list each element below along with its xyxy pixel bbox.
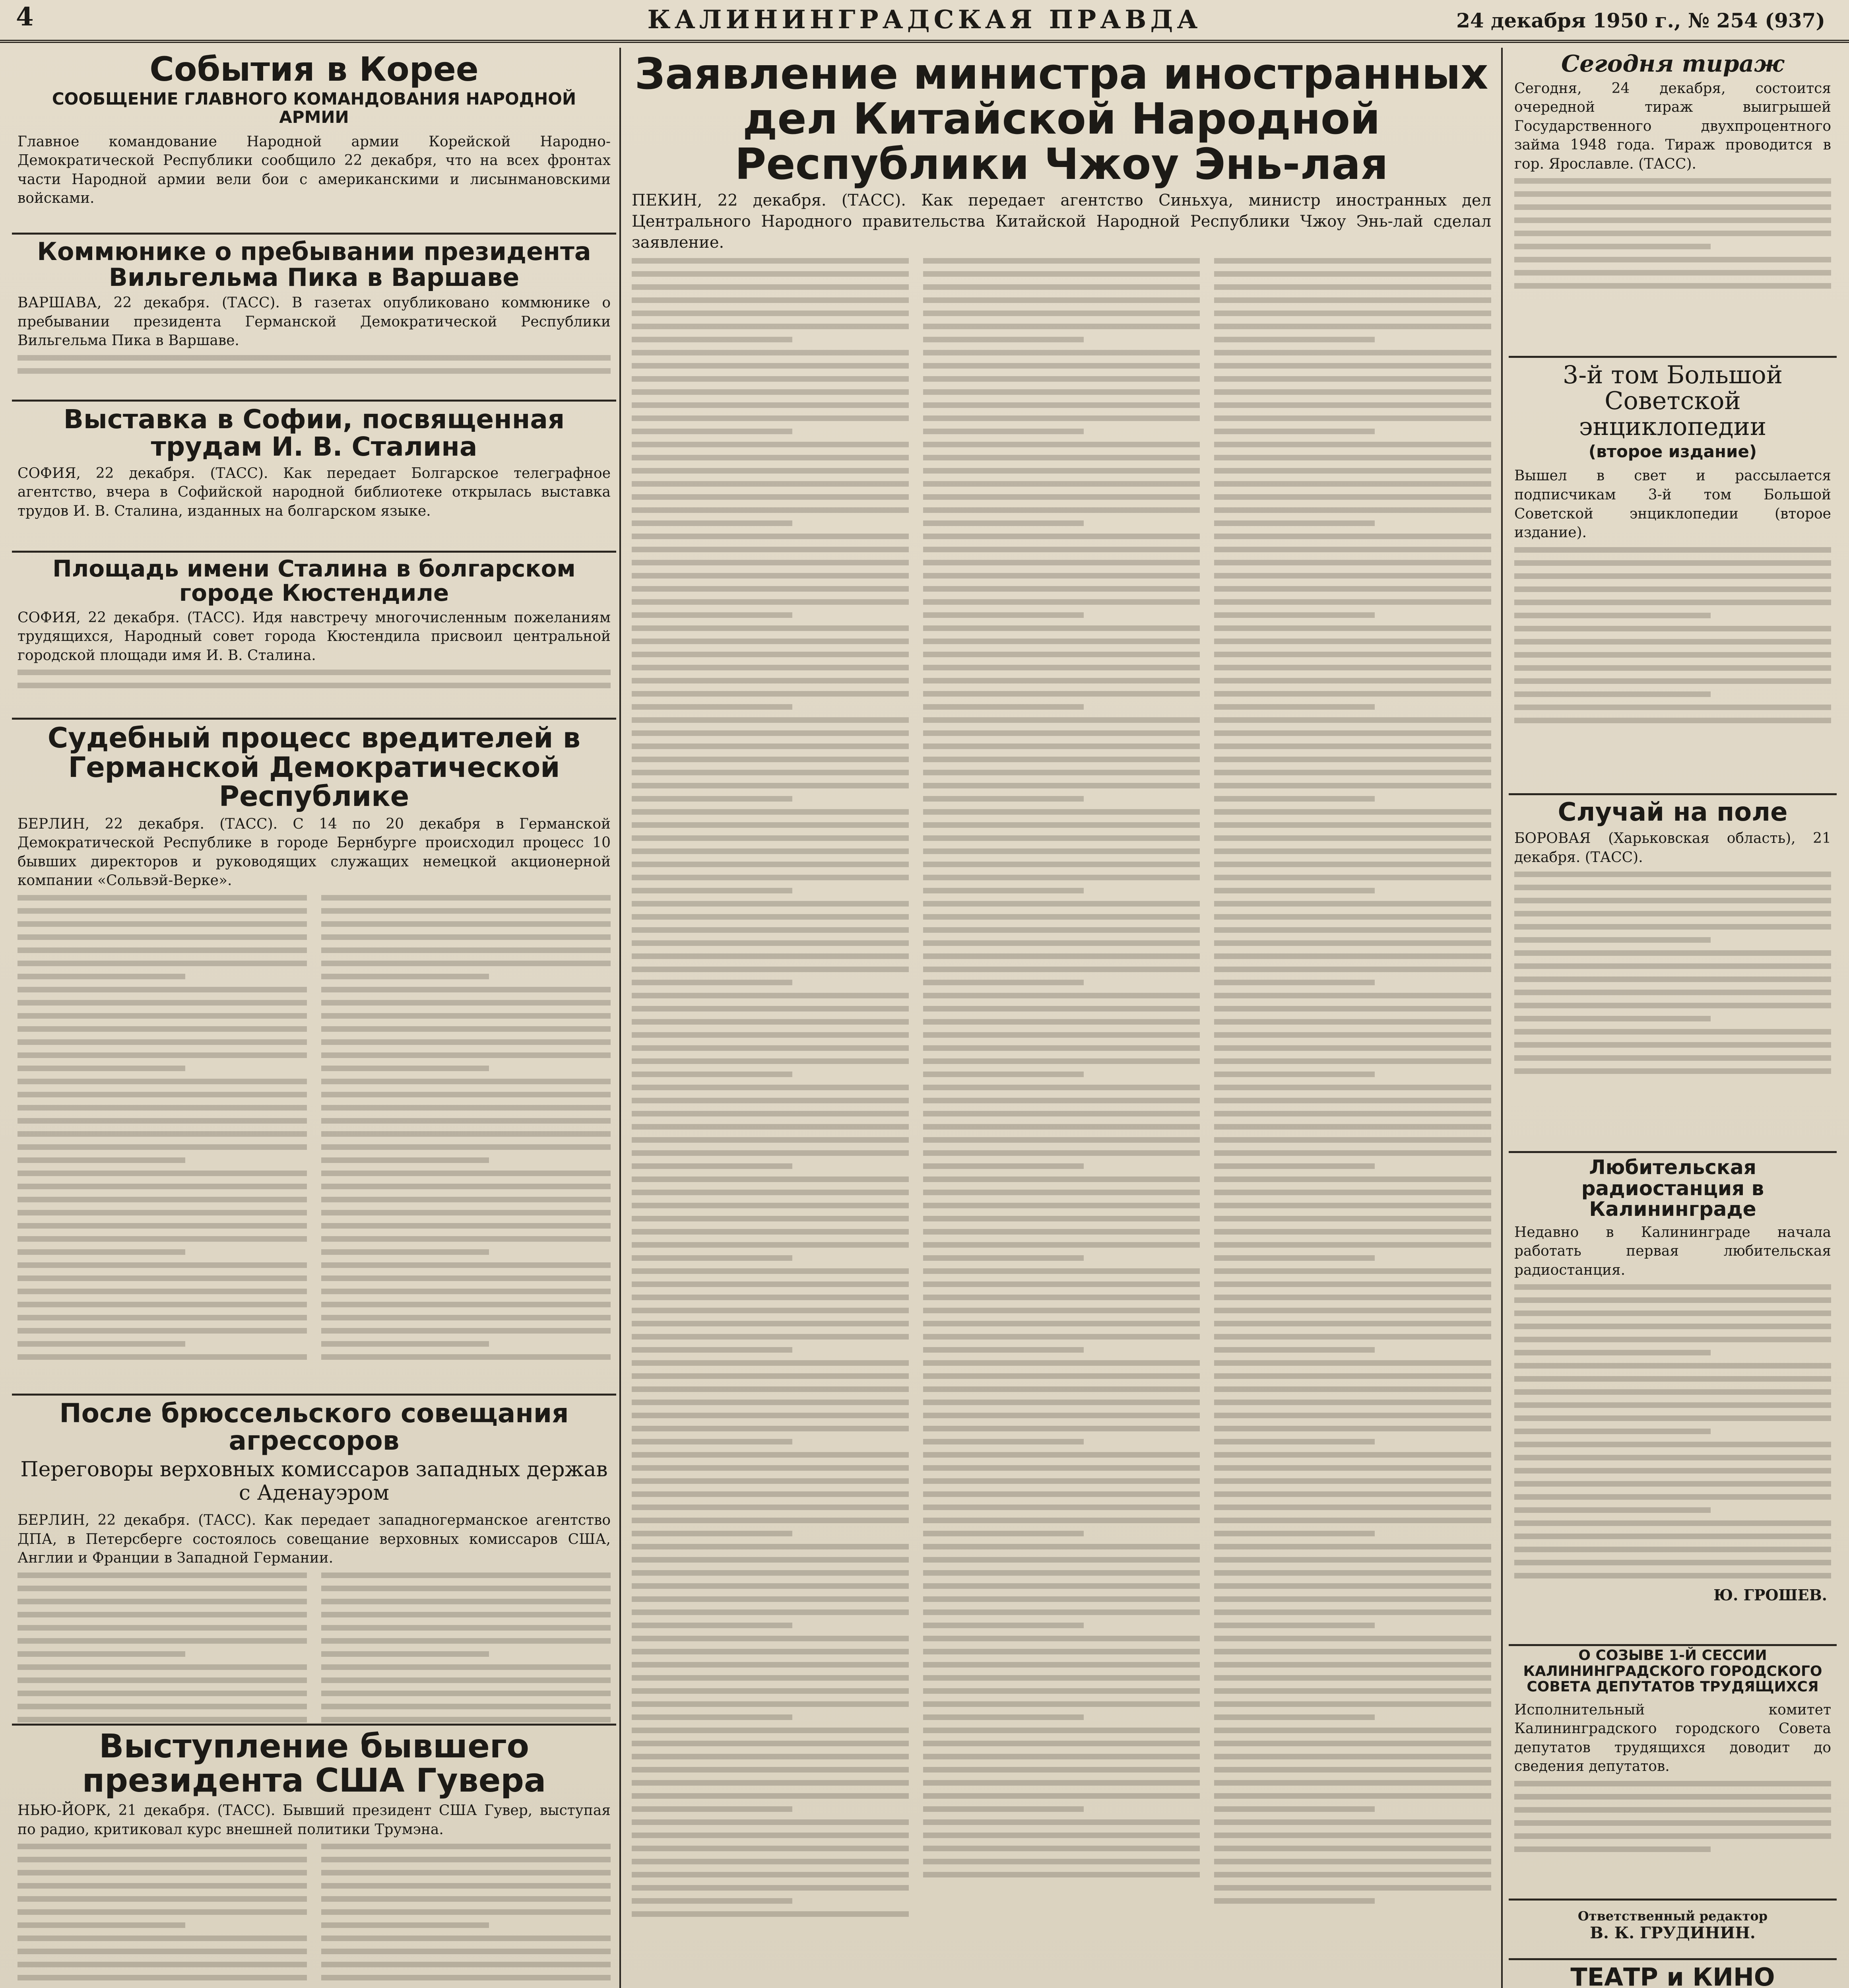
right-column bbox=[1509, 48, 1837, 1988]
article-subtitle: Переговоры верховных комиссаров западных держав с Аденауэром bbox=[20, 1457, 608, 1505]
article-title: Любительская радиостанция в Калининграде bbox=[1581, 1156, 1764, 1221]
left-column bbox=[12, 48, 616, 1988]
theatre-cinema-listings bbox=[1509, 1960, 1837, 1988]
article-title: О СОЗЫВЕ 1-Й СЕССИИ КАЛИНИНГРАДСКОГО ГОРОДСКОГО СОВЕТА ДЕПУТАТОВ ТРУДЯЩИХСЯ bbox=[1523, 1647, 1822, 1695]
article-lead: БЕРЛИН, 22 декабря. (ТАСС). С 14 по 20 декабря в Германской Демократической Республике в городе Бернбурге происходил процесс 10 бывших директоров и руководящих служащих немецкой акционерной компании «Сольвэй-Верке». bbox=[17, 815, 611, 889]
column-divider bbox=[1501, 48, 1503, 1988]
article-title: 3-й том Большой Советской энциклопедии bbox=[1562, 360, 1783, 441]
article-kyustendil bbox=[12, 553, 616, 720]
article-lead: НЬЮ-ЙОРК, 21 декабря. (ТАСС). Бывший президент США Гувер, выступая по радио, критиковал курс внешней политики Трумэна. bbox=[17, 1802, 611, 1838]
article-radio-station bbox=[1509, 1153, 1837, 1646]
page-number: 4 bbox=[16, 2, 34, 32]
article-lottery bbox=[1509, 48, 1837, 358]
listings-title: ТЕАТР и КИНО bbox=[1570, 1963, 1775, 1988]
article-title: Выставка в Софии, посвященная трудам И. В. Сталина bbox=[63, 404, 565, 462]
article-subtitle: СООБЩЕНИЕ ГЛАВНОГО КОМАНДОВАНИЯ НАРОДНОЙ АРМИИ bbox=[52, 89, 576, 127]
article-encyclopedia bbox=[1509, 358, 1837, 795]
article-title: Заявление министра иностранных дел Китайской Народной Республики Чжоу Энь-лая bbox=[634, 49, 1488, 189]
article-lead: Сегодня, 24 декабря, состоится очередной тираж выигрышей Государственного двухпроцентного займа 1948 года. Тираж проводится в гор. Ярославле. (ТАСС). bbox=[1514, 80, 1831, 172]
article-title: Выступление бывшего президента США Гувера bbox=[82, 1728, 546, 1800]
article-title: События в Корее bbox=[149, 50, 479, 89]
article-lead: ПЕКИН, 22 декабря. (ТАСС). Как передает агентство Синьхуа, министр иностранных дел Центрального Народного правительства Китайской Народной Республики Чжоу Энь-лай сделал заявление. bbox=[632, 191, 1491, 252]
article-title: Коммюнике о пребывании президента Вильгельма Пика в Варшаве bbox=[37, 237, 591, 292]
article-lead: Недавно в Калининграде начала работать первая любительская радиостанция. bbox=[1514, 1224, 1831, 1278]
article-title: Судебный процесс вредителей в Германской Демократической Республике bbox=[47, 722, 581, 813]
editor-label: Ответственный редактор bbox=[1577, 1908, 1768, 1924]
article-lead: БОРОВАЯ (Харьковская область), 21 декабря. (ТАСС). bbox=[1514, 830, 1831, 866]
article-zhou-enlai-statement bbox=[626, 48, 1497, 1988]
article-lead: ВАРШАВА, 22 декабря. (ТАСС). В газетах опубликовано коммюнике о пребывании президента Германской Демократической Республики Вильгельма Пика в Варшаве. bbox=[17, 295, 611, 349]
article-title: Площадь имени Сталина в болгарском городе Кюстендиле bbox=[52, 555, 576, 606]
article-lead: Вышел в свет и рассылается подписчикам 3-й том Большой Советской энциклопедии (второе издание). bbox=[1514, 468, 1831, 541]
article-lead: Исполнительный комитет Калининградского городского Совета депутатов трудящихся доводит до сведения депутатов. bbox=[1514, 1701, 1831, 1775]
article-field-incident bbox=[1509, 795, 1837, 1153]
article-trial bbox=[12, 720, 616, 1396]
article-lead: СОФИЯ, 22 декабря. (ТАСС). Как передает Болгарское телеграфное агентство, вчера в Софийской народной библиотеке открылась выставка трудов И. В. Сталина, изданных на болгарском языке. bbox=[17, 465, 611, 519]
article-title: Сегодня тираж bbox=[1561, 50, 1784, 77]
editor-name: В. К. ГРУДИНИН. bbox=[1590, 1924, 1756, 1942]
masthead bbox=[0, 0, 1849, 43]
center-column bbox=[626, 48, 1497, 1988]
editor-block bbox=[1509, 1901, 1837, 1960]
article-lead: БЕРЛИН, 22 декабря. (ТАСС). Как передает западногерманское агентство ДПА, в Петерсберге состоялось совещание верховных комиссаров США, Англии и Франции в Западной Германии. bbox=[17, 1512, 611, 1567]
article-sofia-exhibition bbox=[12, 402, 616, 553]
article-lead: Главное командование Народной армии Корейской Народно-Демократической Республики сообщило 22 декабря, что на всех фронтах части Народной армии вели бои с американскими и лисынмановскими войсками. bbox=[17, 133, 611, 207]
article-signoff: Ю. ГРОШЕВ. bbox=[1713, 1586, 1827, 1604]
column-divider bbox=[619, 48, 621, 1988]
article-title: Случай на поле bbox=[1558, 798, 1788, 827]
article-city-council bbox=[1509, 1646, 1837, 1901]
issue-date: 24 декабря 1950 г., № 254 (937) bbox=[1456, 9, 1825, 32]
article-subtitle: (второе издание) bbox=[1588, 442, 1757, 462]
article-korea bbox=[12, 48, 616, 235]
article-pieck-warsaw bbox=[12, 235, 616, 402]
article-brussels bbox=[12, 1396, 616, 1726]
article-lead: СОФИЯ, 22 декабря. (ТАСС). Идя навстречу многочисленным пожеланиям трудящихся, Народный совет города Кюстендила присвоил центральной городской площади имя И. В. Сталина. bbox=[17, 609, 611, 664]
newspaper-title: КАЛИНИНГРАДСКАЯ ПРАВДА bbox=[647, 5, 1202, 35]
article-hoover bbox=[12, 1726, 616, 1988]
article-title: После брюссельского совещания агрессоров bbox=[59, 1398, 569, 1456]
